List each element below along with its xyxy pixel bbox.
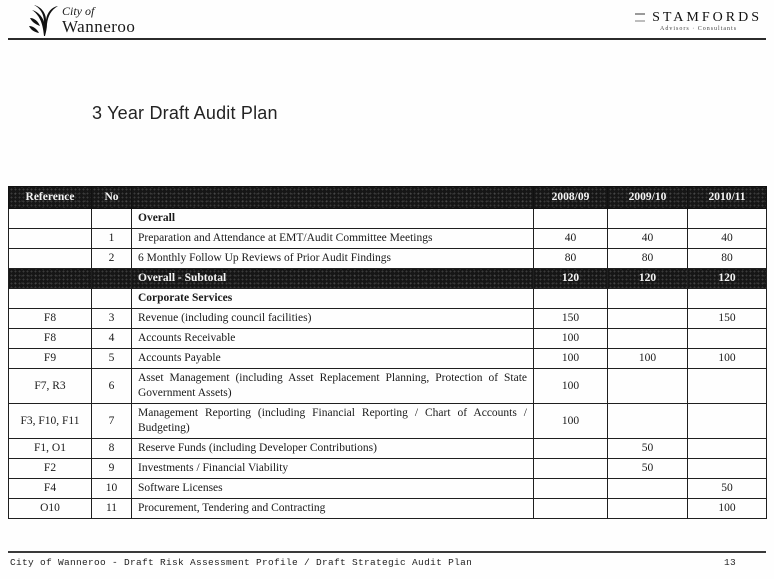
cell-reference: F1, O1 (9, 439, 92, 459)
cell-2009-10: 50 (608, 439, 688, 459)
cell-2009-10 (608, 499, 688, 519)
cell-2010-11: 120 (688, 269, 767, 289)
section-row (9, 209, 767, 229)
cell-2008-09: 150 (534, 309, 608, 329)
cell-no: 7 (92, 404, 132, 439)
cell-2008-09: 80 (534, 249, 608, 269)
cell-reference: F8 (9, 329, 92, 349)
cell-2010-11 (688, 289, 767, 309)
cell-description: Revenue (including council facilities) (132, 309, 534, 329)
cell-reference (9, 289, 92, 309)
cell-2008-09: 100 (534, 369, 608, 404)
cell-no: 8 (92, 439, 132, 459)
cell-no (92, 209, 132, 229)
table-row (9, 229, 767, 249)
cell-2008-09: 100 (534, 404, 608, 439)
cell-no (92, 289, 132, 309)
page-footer (10, 557, 764, 568)
stamfords-logo (635, 10, 762, 32)
cell-2010-11 (688, 404, 767, 439)
cell-no: 3 (92, 309, 132, 329)
table-row (9, 404, 767, 439)
audit-plan-table (8, 186, 767, 519)
cell-2009-10 (608, 209, 688, 229)
audit-table-body (9, 209, 767, 519)
cell-description: Procurement, Tendering and Contracting (132, 499, 534, 519)
cell-2009-10: 100 (608, 349, 688, 369)
cell-2009-10 (608, 309, 688, 329)
column-header-2009-10: 2009/10 (608, 187, 688, 209)
stamfords-mark-icon (635, 13, 645, 22)
stamfords-name: STAMFORDS (652, 10, 762, 25)
cell-2010-11: 80 (688, 249, 767, 269)
cell-2010-11: 100 (688, 499, 767, 519)
cell-2009-10 (608, 289, 688, 309)
cell-2010-11: 150 (688, 309, 767, 329)
table-row (9, 249, 767, 269)
column-header-description (132, 187, 534, 209)
city-logo-line1: City of (62, 4, 95, 18)
cell-2009-10 (608, 479, 688, 499)
cell-reference: F4 (9, 479, 92, 499)
city-of-wanneroo-logo (28, 2, 135, 43)
cell-2010-11 (688, 209, 767, 229)
cell-description: Reserve Funds (including Developer Contributions) (132, 439, 534, 459)
cell-2008-09 (534, 459, 608, 479)
cell-description: Overall (132, 209, 534, 229)
table-row (9, 459, 767, 479)
cell-reference: F2 (9, 459, 92, 479)
table-row (9, 369, 767, 404)
cell-no: 6 (92, 369, 132, 404)
cell-no (92, 269, 132, 289)
table-header-row (9, 187, 767, 209)
cell-2010-11 (688, 329, 767, 349)
cell-reference: F7, R3 (9, 369, 92, 404)
cell-2009-10 (608, 329, 688, 349)
cell-2008-09: 100 (534, 349, 608, 369)
cell-reference: O10 (9, 499, 92, 519)
column-header-no: No (92, 187, 132, 209)
grass-plant-icon (28, 2, 60, 43)
column-header-2010-11: 2010/11 (688, 187, 767, 209)
table-row (9, 479, 767, 499)
table-row (9, 329, 767, 349)
table-row (9, 499, 767, 519)
subtotal-row (9, 269, 767, 289)
cell-2010-11: 100 (688, 349, 767, 369)
table-row (9, 439, 767, 459)
cell-reference (9, 249, 92, 269)
cell-2009-10: 120 (608, 269, 688, 289)
page-title: 3 Year Draft Audit Plan (92, 103, 278, 123)
cell-no: 4 (92, 329, 132, 349)
cell-reference: F8 (9, 309, 92, 329)
cell-reference (9, 269, 92, 289)
cell-2009-10 (608, 369, 688, 404)
cell-2008-09 (534, 479, 608, 499)
cell-2009-10 (608, 404, 688, 439)
header-divider (8, 38, 766, 40)
footer-text: City of Wanneroo - Draft Risk Assessment Profile / Draft Strategic Audit Plan (10, 557, 473, 568)
cell-2009-10: 80 (608, 249, 688, 269)
cell-2008-09: 40 (534, 229, 608, 249)
cell-reference: F9 (9, 349, 92, 369)
cell-2010-11 (688, 459, 767, 479)
cell-no: 9 (92, 459, 132, 479)
page-header (0, 0, 774, 40)
table-header (9, 187, 767, 209)
cell-no: 5 (92, 349, 132, 369)
cell-no: 11 (92, 499, 132, 519)
cell-2008-09 (534, 209, 608, 229)
city-logo-line2: Wanneroo (62, 17, 136, 36)
cell-reference (9, 209, 92, 229)
cell-2010-11 (688, 439, 767, 459)
section-row (9, 289, 767, 309)
table-row (9, 349, 767, 369)
cell-no: 10 (92, 479, 132, 499)
column-header-reference: Reference (9, 187, 92, 209)
city-logo-text (62, 2, 135, 35)
cell-description: Accounts Payable (132, 349, 534, 369)
cell-2008-09 (534, 439, 608, 459)
cell-description: Accounts Receivable (132, 329, 534, 349)
column-header-2008-09: 2008/09 (534, 187, 608, 209)
cell-2009-10: 40 (608, 229, 688, 249)
cell-2008-09 (534, 499, 608, 519)
cell-2008-09 (534, 289, 608, 309)
cell-description: Preparation and Attendance at EMT/Audit Committee Meetings (132, 229, 534, 249)
cell-2010-11 (688, 369, 767, 404)
cell-2008-09: 120 (534, 269, 608, 289)
cell-reference (9, 229, 92, 249)
cell-description: Investments / Financial Viability (132, 459, 534, 479)
cell-2010-11: 40 (688, 229, 767, 249)
cell-description: Management Reporting (including Financial Reporting / Chart of Accounts / Budgeting) (132, 404, 534, 439)
cell-description: Software Licenses (132, 479, 534, 499)
cell-no: 1 (92, 229, 132, 249)
cell-reference: F3, F10, F11 (9, 404, 92, 439)
cell-2008-09: 100 (534, 329, 608, 349)
cell-description: 6 Monthly Follow Up Reviews of Prior Audit Findings (132, 249, 534, 269)
cell-description: Corporate Services (132, 289, 534, 309)
footer-divider (8, 551, 766, 553)
stamfords-tagline: Advisors · Consultants (660, 26, 738, 32)
cell-2010-11: 50 (688, 479, 767, 499)
cell-no: 2 (92, 249, 132, 269)
table-row (9, 309, 767, 329)
cell-description: Asset Management (including Asset Replacement Planning, Protection of State Government Assets) (132, 369, 534, 404)
cell-description: Overall - Subtotal (132, 269, 534, 289)
page-number: 13 (723, 557, 736, 568)
cell-2009-10: 50 (608, 459, 688, 479)
